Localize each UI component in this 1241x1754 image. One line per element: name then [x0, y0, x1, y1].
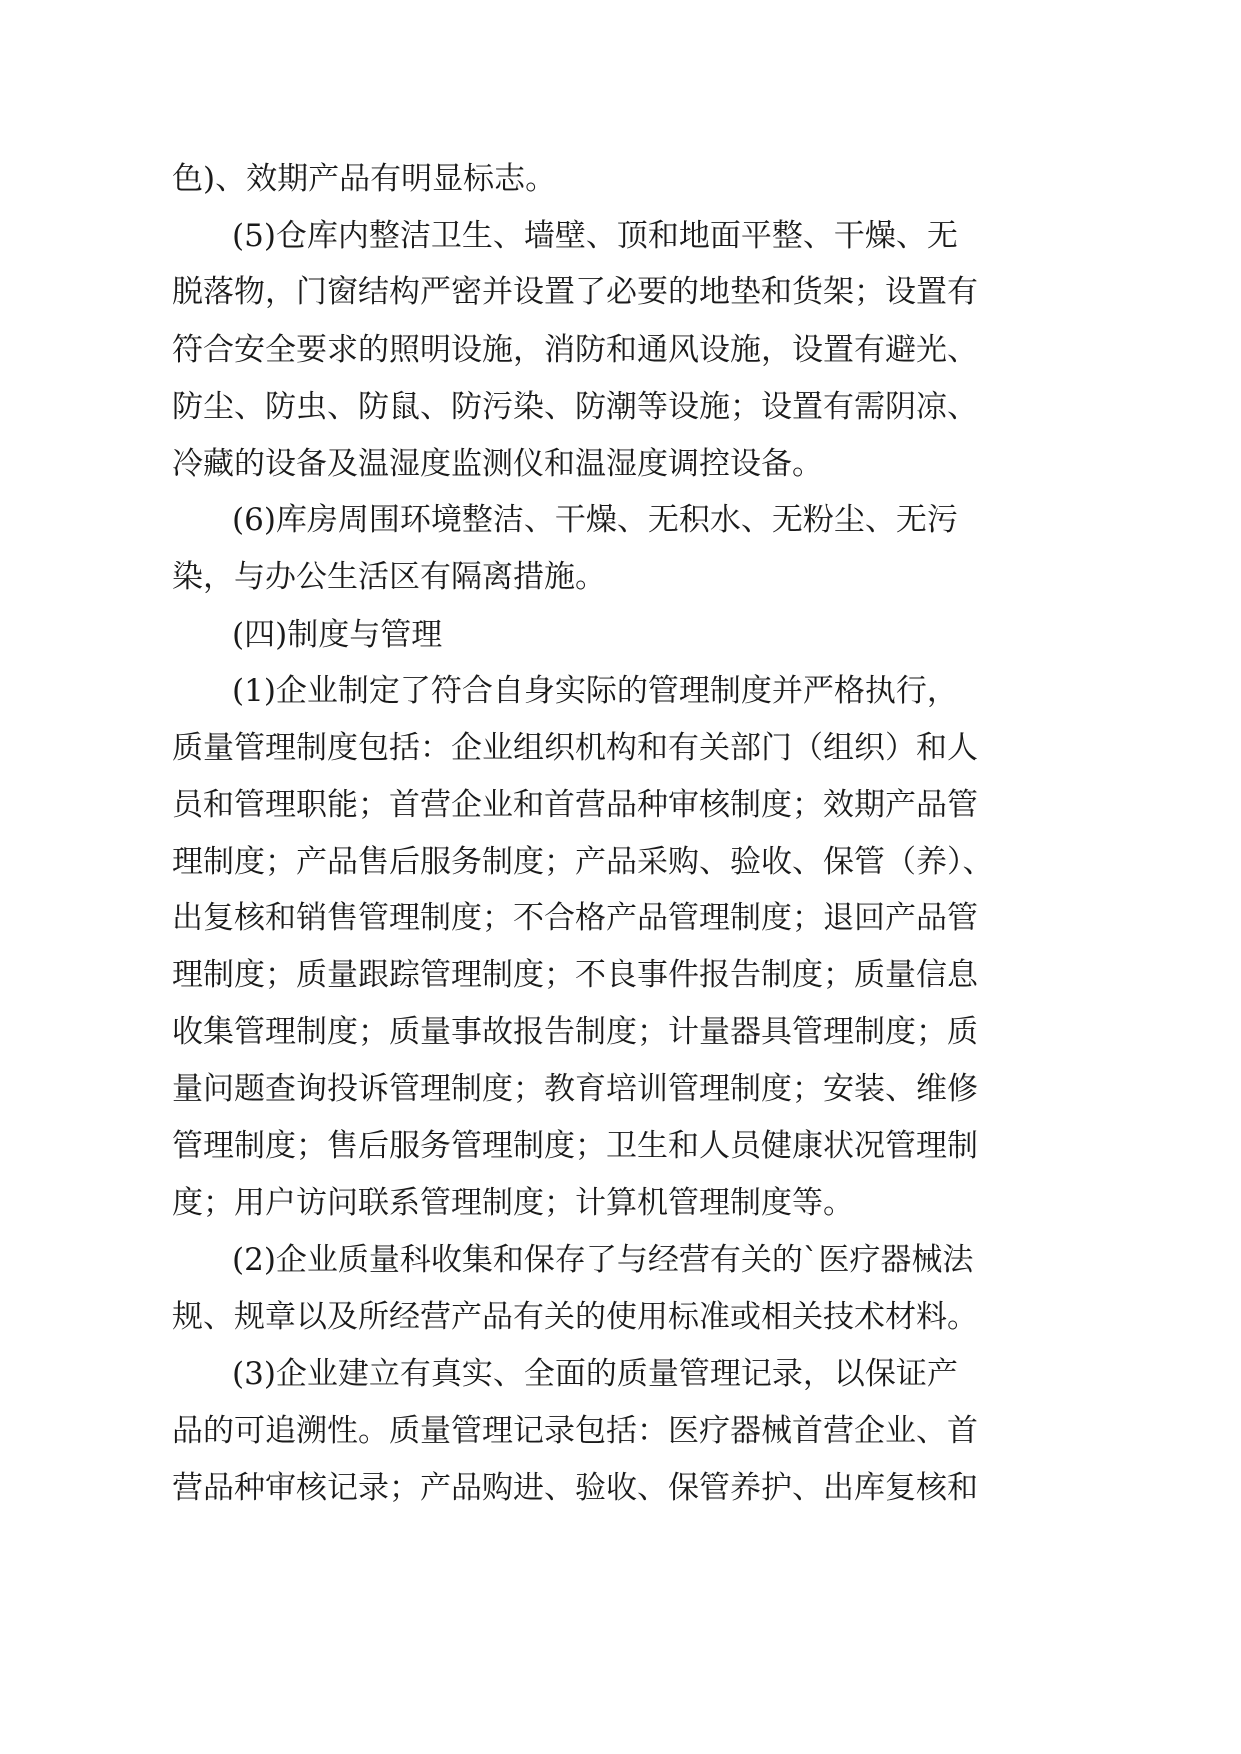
- text-line-17: 量问题查询投诉管理制度；教育培训管理制度；安装、维修: [172, 1071, 978, 1107]
- text-line-8: 染，与办公生活区有隔离措施。: [172, 559, 606, 595]
- text-line-11: 质量管理制度包括：企业组织机构和有关部门（组织）和人: [172, 730, 978, 766]
- text-line-18: 管理制度；售后服务管理制度；卫生和人员健康状况管理制: [172, 1128, 978, 1164]
- text-line-22: (3)企业建立有真实、全面的质量管理记录，以保证产: [232, 1356, 958, 1392]
- text-line-21: 规、规章以及所经营产品有关的使用标准或相关技术材料。: [172, 1299, 978, 1335]
- text-line-4: 符合安全要求的照明设施，消防和通风设施，设置有避光、: [172, 332, 978, 368]
- text-line-2: (5)仓库内整洁卫生、墙壁、顶和地面平整、干燥、无: [232, 218, 958, 254]
- text-line-15: 理制度；质量跟踪管理制度；不良事件报告制度；质量信息: [172, 957, 978, 993]
- text-line-23: 品的可追溯性。质量管理记录包括：医疗器械首营企业、首: [172, 1413, 978, 1449]
- text-line-1: 色)、效期产品有明显标志。: [172, 161, 557, 197]
- text-line-20: (2)企业质量科收集和保存了与经营有关的`医疗器械法: [232, 1242, 974, 1278]
- text-line-24: 营品种审核记录；产品购进、验收、保管养护、出库复核和: [172, 1470, 978, 1506]
- text-line-19: 度；用户访问联系管理制度；计算机管理制度等。: [172, 1185, 854, 1221]
- text-line-10: (1)企业制定了符合自身实际的管理制度并严格执行，: [232, 673, 958, 709]
- text-line-14: 出复核和销售管理制度；不合格产品管理制度；退回产品管: [172, 900, 978, 936]
- section-heading: (四)制度与管理: [232, 617, 443, 653]
- text-line-13: 理制度；产品售后服务制度；产品采购、验收、保管（养）、: [172, 844, 994, 880]
- text-line-6: 冷藏的设备及温湿度监测仪和温湿度调控设备。: [172, 446, 823, 482]
- text-line-12: 员和管理职能；首营企业和首营品种审核制度；效期产品管: [172, 787, 978, 823]
- text-line-7: (6)库房周围环境整洁、干燥、无积水、无粉尘、无污: [232, 502, 958, 538]
- text-line-3: 脱落物，门窗结构严密并设置了必要的地垫和货架；设置有: [172, 274, 978, 310]
- text-line-5: 防尘、防虫、防鼠、防污染、防潮等设施；设置有需阴凉、: [172, 389, 978, 425]
- text-line-16: 收集管理制度；质量事故报告制度；计量器具管理制度；质: [172, 1014, 978, 1050]
